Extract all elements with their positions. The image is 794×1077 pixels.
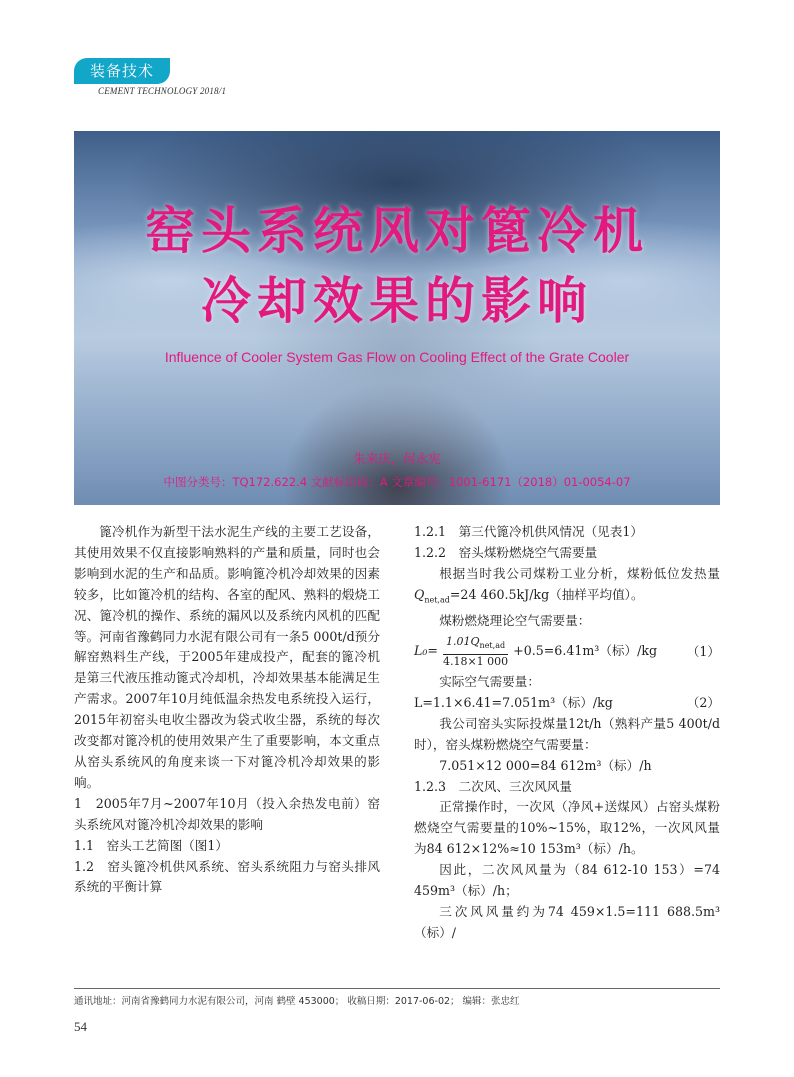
coal-value-text: =24 460.5kJ/kg（抽样平均值）。 — [449, 586, 644, 602]
left-column — [74, 522, 380, 898]
coal-analysis-text: 根据当时我公司煤粉工业分析，煤粉低位发热量 — [439, 565, 720, 581]
equation-1 — [414, 632, 720, 672]
equation-1-num-text: 1.01Q — [446, 635, 480, 649]
coal-q-subscript: net,ad — [424, 595, 450, 605]
page-number: 54 — [74, 1019, 87, 1034]
equation-1-number: （1） — [686, 643, 720, 659]
actual-air-label: 实际空气需要量： — [439, 674, 540, 690]
article-english-title: Influence of Cooler System Gas Flow on Cooling Effect of the Grate Cooler — [164, 349, 630, 365]
equation-2 — [414, 693, 720, 714]
journal-line: CEMENT TECHNOLOGY 2018/1 — [98, 86, 227, 96]
heading-1: 1 2005年7月~2007年10月（投入余热发电前）窑头系统风对篦冷机冷却效果的影响 — [74, 795, 380, 832]
equation-1-lhs: L₀= — [414, 643, 438, 659]
article-title-line2: 冷却效果的影响 — [201, 272, 593, 330]
footer-rule — [74, 988, 720, 989]
heading-1-2-1: 1.2.1 第三代篦冷机供风情况（见表1） — [414, 524, 643, 539]
footer-note: 通讯地址：河南省豫鹤同力水泥有限公司，河南 鹤壁 453000； 收稿日期：2017-06-02； 编辑：张忠红 — [74, 996, 520, 1007]
coal-analysis-paragraph — [414, 564, 720, 611]
normal-operation-paragraph: 正常操作时，一次风（净风+送煤风）占窑头煤粉燃烧空气需要量的10%~15%，取12%，一次风风量为84 612×12%≈10 153m³（标）/h。 — [414, 799, 720, 857]
equation-1-num-sub: net,ad — [479, 641, 506, 651]
heading-1-2-3: 1.2.3 二次风、三次风风量 — [414, 778, 572, 794]
secondary-air-paragraph: 因此，二次风风量为（84 612-10 153）=74 459m³（标）/h； — [414, 862, 720, 899]
hero-banner — [74, 131, 720, 505]
tertiary-air-paragraph: 三次风风量约为74 459×1.5=111 688.5m³（标）/ — [414, 904, 720, 940]
equation-1-denominator: 4.18×1 000 — [442, 654, 509, 668]
classification-line: 中图分类号：TQ172.622.4 文献标识码：A 文章编号：1001-6171（2018）01-0054-07 — [163, 475, 631, 489]
article-title-line1: 窑头系统风对篦冷机 — [145, 202, 649, 260]
section-badge: 装备技术 — [74, 58, 170, 84]
heading-1-1: 1.1 窑头工艺简图（图1） — [74, 837, 228, 853]
heading-1-2: 1.2 窑头篦冷机供风系统、窑头系统阻力与窑头排风系统的平衡计算 — [74, 858, 380, 895]
equation-1-numerator — [443, 635, 508, 654]
equation-2-body: L=1.1×6.41=7.051m³（标）/kg — [414, 694, 613, 710]
equation-1-fraction — [440, 635, 511, 668]
coal-feed-paragraph: 我公司窑头实际投煤量12t/h（熟料产量5 400t/d时），窑头煤粉燃烧空气需要量： — [414, 715, 720, 752]
heading-1-2-2: 1.2.2 窑头煤粉燃烧空气需要量 — [414, 544, 598, 560]
intro-paragraph: 篦冷机作为新型干法水泥生产线的主要工艺设备，其使用效果不仅直接影响熟料的产量和质量，同时也会影响到水泥的生产和品质。影响篦冷机冷却效果的因素较多，比如篦冷机的结构、各室的配风、熟料的煅烧工况、篦冷机的操作、系统的漏风以及系统内风机的匹配等。河南省豫鹤同力水泥有限公司有一条5 000t/d预分解窑熟料生产线，于2005年建成投产，配套的篦冷机是第三代液压推动篦式冷却机，冷却效果基本能满足生产需求。2007年10月纯低温余热发电系统投入运行，2015年初窑头电收尘器改为袋式收尘器，系统的每次改变都对篦冷机的使用效果产生了重要影响，本文重点从窑头系统风的角度来谈一下对篦冷机冷却效果的影响。 — [74, 524, 380, 790]
right-column — [414, 522, 720, 944]
equation-1-body — [414, 635, 657, 668]
article-authors: 朱来庆，何永宪 — [353, 451, 441, 466]
equation-3: 7.051×12 000=84 612m³（标）/h — [439, 757, 652, 773]
equation-2-number: （2） — [686, 694, 720, 710]
coal-q-symbol: Q — [414, 586, 425, 602]
theory-air-label: 煤粉燃烧理论空气需要量： — [439, 613, 591, 629]
equation-1-rhs: +0.5=6.41m³（标）/kg — [513, 643, 658, 659]
